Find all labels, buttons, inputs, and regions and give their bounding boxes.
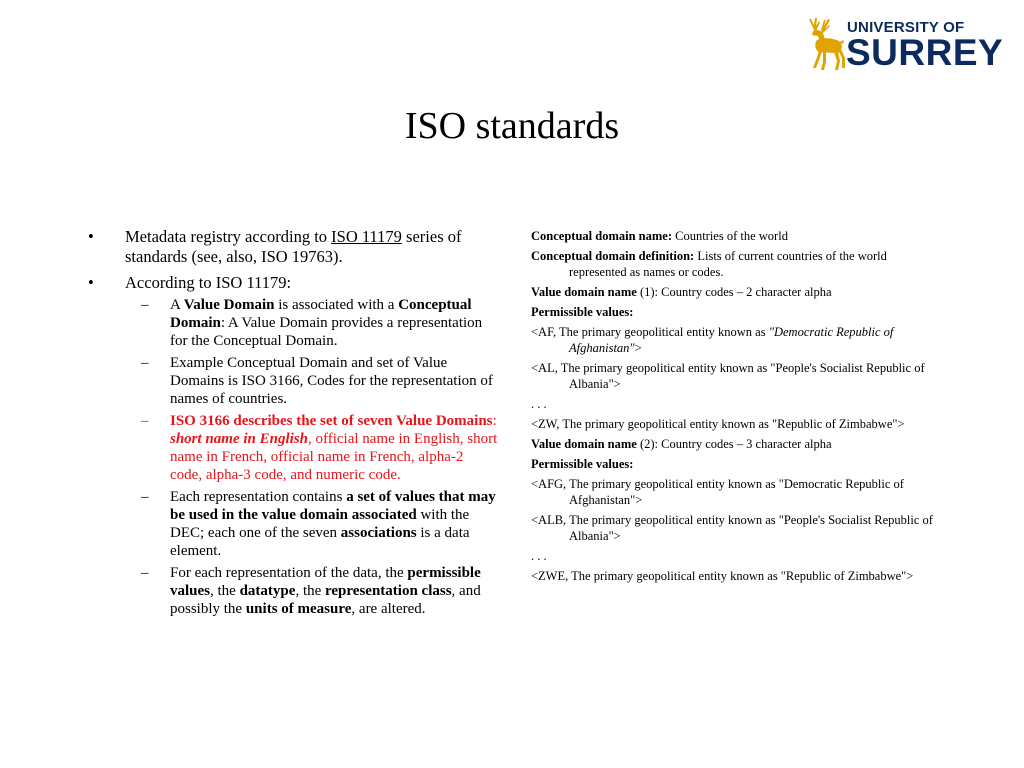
text: <AF, The primary geopolitical entity known as: [531, 325, 769, 339]
bullet-dash: –: [141, 297, 149, 313]
bullet-dot: •: [88, 273, 94, 292]
value: Lists of current countries of the world represented as names or codes.: [569, 249, 887, 279]
text: , are altered.: [351, 601, 426, 617]
label: Value domain name: [531, 437, 637, 451]
logo-line-1: UNIVERSITY OF: [847, 19, 965, 36]
right-column: [531, 228, 946, 588]
text: series of standards (see, also, ISO 19763).: [125, 227, 462, 266]
sub-bullet-example: [84, 354, 499, 408]
text: Metadata registry according to: [125, 227, 332, 246]
bullet-dash: –: [141, 489, 149, 505]
left-column: [84, 227, 499, 624]
stag-icon: [797, 16, 845, 72]
text-italic: "Democratic Republic of Afghanistan": [569, 325, 894, 355]
sub-bullet-iso-3166: [84, 412, 499, 484]
text: , official name in English, short name in French, official name in French, alpha-2 code, alpha-3 code, and numeric code.: [170, 431, 498, 483]
label: Value domain name: [531, 285, 637, 299]
bullet-dash: –: [141, 355, 149, 371]
bullet-metadata-registry: [84, 227, 499, 267]
logo-line-2: SURREY: [846, 32, 1004, 73]
text: , the: [295, 583, 326, 599]
label: Permissible values:: [531, 305, 634, 319]
text: with the DEC; each one of the seven: [170, 507, 470, 541]
text: A: [170, 297, 184, 313]
text: : A Value Domain provides a representation for the Conceptual Domain.: [170, 315, 483, 349]
text-bold: a set of values that may be used in the value domain associated: [170, 489, 496, 523]
text: , the: [210, 583, 240, 599]
text-bold: associations: [340, 525, 417, 541]
text: :: [492, 413, 497, 429]
bullet-dash: –: [141, 413, 149, 429]
bullet-according-to: [84, 273, 499, 618]
value-afg: <AFG, The primary geopolitical entity known as "Democratic Republic of Afghanistan">: [531, 477, 904, 507]
label: Conceptual domain name:: [531, 229, 672, 243]
text: is associated with a: [274, 297, 399, 313]
text-bold: Conceptual Domain: [170, 297, 472, 331]
text-bold: Value Domain: [183, 297, 275, 313]
permissible-values-1: [531, 304, 946, 320]
text: According to ISO 11179:: [125, 273, 292, 292]
text: , and possibly the: [170, 583, 481, 617]
ellipsis-2: . . .: [531, 549, 547, 563]
text-bold: units of measure: [245, 601, 352, 617]
value-af: [531, 324, 946, 356]
iso-11179-link[interactable]: ISO 11179: [331, 227, 402, 246]
text: Each representation contains: [170, 489, 347, 505]
text-bold-italic: short name in English: [170, 431, 308, 447]
value-domain-name-2: [531, 436, 946, 452]
value: Countries of the world: [671, 229, 788, 243]
sub-bullet-value-domain: [84, 296, 499, 350]
permissible-values-2: [531, 456, 946, 472]
text: is a data element.: [170, 525, 470, 559]
bullet-dot: •: [88, 227, 94, 246]
value-domain-name-1: [531, 284, 946, 300]
text-bold: representation class: [325, 583, 452, 599]
slide-title: ISO standards: [404, 105, 620, 147]
value-alb: <ALB, The primary geopolitical entity known as "People's Socialist Republic of Albania">: [531, 513, 933, 543]
ellipsis-1: . . .: [531, 397, 547, 411]
value-zwe: <ZWE, The primary geopolitical entity known as "Republic of Zimbabwe">: [531, 569, 914, 583]
text: >: [634, 341, 642, 355]
label: Permissible values:: [531, 457, 634, 471]
text: Example Conceptual Domain and set of Value Domains is ISO 3166, Codes for the representation of names of countries.: [170, 355, 493, 407]
sub-bullet-each-representation: [84, 488, 499, 560]
value: (1): Country codes – 2 character alpha: [636, 285, 832, 299]
conceptual-domain-definition: [531, 248, 946, 280]
value: (2): Country codes – 3 character alpha: [636, 437, 832, 451]
text-bold: datatype: [239, 583, 296, 599]
text-bold: permissible values: [170, 565, 481, 599]
value-zw: <ZW, The primary geopolitical entity known as "Republic of Zimbabwe">: [531, 417, 905, 431]
sub-bullet-permissible-values: [84, 564, 499, 618]
university-logo: [797, 16, 1004, 74]
label: Conceptual domain definition:: [531, 249, 695, 263]
text: For each representation of the data, the: [170, 565, 408, 581]
value-al: <AL, The primary geopolitical entity known as "People's Socialist Republic of Albania">: [531, 361, 925, 391]
text-bold: ISO 3166 describes the set of seven Value Domains: [170, 413, 493, 429]
conceptual-domain-name: [531, 228, 946, 244]
bullet-dash: –: [141, 565, 149, 581]
